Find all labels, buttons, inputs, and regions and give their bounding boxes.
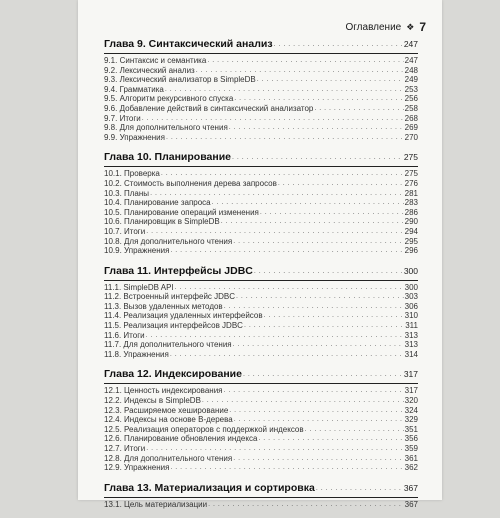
entry-page-number: 317	[404, 386, 418, 396]
dot-leader	[233, 454, 403, 464]
toc-chapter	[104, 368, 418, 472]
dot-leader	[305, 425, 404, 435]
dot-leader	[254, 265, 403, 278]
dot-leader	[260, 208, 404, 218]
table-of-contents	[104, 38, 418, 518]
entry-title: 10.2. Стоимость выполнения дерева запросов	[104, 178, 277, 188]
entry-page-number: 324	[404, 405, 418, 415]
toc-entry	[104, 311, 418, 321]
entry-page-number: 351	[404, 424, 418, 434]
dot-leader	[232, 151, 403, 164]
entry-page-number: 306	[404, 301, 418, 311]
toc-entry	[104, 85, 418, 95]
dot-leader	[233, 237, 403, 247]
toc-entry	[104, 208, 418, 218]
toc-entry	[104, 179, 418, 189]
toc-entry	[104, 133, 418, 143]
toc-entry	[104, 331, 418, 341]
toc-chapter	[104, 38, 418, 142]
entry-title: 12.8. Для дополнительного чтения	[104, 453, 233, 463]
toc-entry	[104, 396, 418, 406]
entry-page-number: 249	[404, 75, 418, 85]
dot-leader	[170, 463, 403, 473]
entry-title: 10.9. Упражнения	[104, 246, 170, 256]
toc-entry	[104, 227, 418, 237]
entry-page-number: 247	[404, 56, 418, 65]
entry-page-number: 294	[404, 226, 418, 236]
entry-title: 12.1. Ценность индексирования	[104, 386, 223, 396]
entry-page-number: 367	[404, 499, 418, 509]
entry-page-number: 248	[404, 65, 418, 75]
entry-title: 11.3. Вызов удаленных методов	[104, 301, 223, 311]
dot-leader	[314, 104, 403, 114]
dot-leader	[243, 368, 403, 381]
dot-leader	[234, 415, 404, 425]
entry-page-number: 362	[404, 463, 418, 473]
dot-leader	[234, 94, 403, 104]
entry-page-number: 361	[404, 453, 418, 463]
toc-entry	[104, 302, 418, 312]
running-head	[345, 20, 426, 34]
entry-title: 12.5. Реализация операторов с поддержкой индексов	[104, 424, 304, 434]
toc-entry	[104, 56, 418, 66]
dot-leader	[146, 331, 404, 341]
entry-title: 11.6. Итоги	[104, 330, 145, 340]
entry-title: 12.9. Упражнения	[104, 463, 170, 473]
dot-leader	[229, 123, 404, 133]
dot-leader	[146, 227, 403, 237]
toc-entry	[104, 454, 418, 464]
entry-page-number: 258	[404, 103, 418, 113]
dot-leader	[233, 340, 404, 350]
chapter-page-number: 275	[403, 152, 418, 163]
dot-leader	[207, 56, 403, 66]
book-page	[78, 0, 442, 509]
entry-title: 11.2. Встроенный интерфейс JDBC	[104, 292, 236, 302]
dot-leader	[142, 114, 404, 124]
chapter-title: Глава 12. Индексирование	[104, 368, 242, 381]
dot-leader	[257, 75, 404, 85]
entry-title: 9.2. Лексический анализ	[104, 65, 195, 75]
chapter-heading	[104, 265, 418, 281]
diamond-ornament-icon: ❖	[406, 21, 415, 32]
toc-entry	[104, 123, 418, 133]
entry-title: 9.3. Лексический анализатор в SimpleDB	[104, 75, 256, 85]
entry-page-number: 283	[404, 198, 418, 208]
toc-entry	[104, 283, 418, 293]
entry-page-number: 268	[404, 113, 418, 123]
entry-page-number: 310	[404, 311, 418, 321]
entry-title: 9.4. Грамматика	[104, 84, 164, 94]
entry-page-number: 295	[404, 236, 418, 246]
entry-page-number: 313	[404, 330, 418, 340]
chapter-title: Глава 9. Синтаксический анализ	[104, 38, 273, 50]
dot-leader	[274, 38, 403, 51]
entry-title: 9.9. Упражнения	[104, 132, 165, 142]
chapter-title: Глава 10. Планирование	[104, 151, 231, 164]
entry-title: 11.8. Упражнения	[104, 349, 169, 359]
entry-title: 10.1. Проверка	[104, 169, 160, 179]
dot-leader	[166, 133, 404, 143]
toc-entry	[104, 246, 418, 256]
entry-page-number: 329	[404, 415, 418, 425]
entry-title: 9.6. Добавление действий в синтаксический анализатор	[104, 103, 314, 113]
toc-entry	[104, 237, 418, 247]
toc-entry	[104, 75, 418, 85]
entry-title: 10.6. Планировщик в SimpleDB	[104, 217, 220, 227]
toc-chapter	[104, 151, 418, 255]
entry-page-number: 253	[404, 84, 418, 94]
entry-title: 9.1. Синтаксис и семантика	[104, 56, 207, 65]
toc-entry	[104, 406, 418, 416]
entry-title: 11.4. Реализация удаленных интерфейсов	[104, 311, 263, 321]
toc-chapter	[104, 265, 418, 360]
chapter-heading	[104, 151, 418, 167]
chapter-page-number: 247	[403, 39, 418, 49]
entry-title: 12.6. Планирование обновления индекса	[104, 434, 258, 444]
toc-entry	[104, 415, 418, 425]
dot-leader	[170, 246, 403, 256]
toc-entry	[104, 114, 418, 124]
entry-page-number: 281	[404, 188, 418, 198]
toc-entry	[104, 444, 418, 454]
page-number: 7	[419, 20, 426, 34]
entry-title: 10.4. Планирование запроса	[104, 198, 211, 208]
toc-entry	[104, 66, 418, 76]
entry-title: 12.4. Индексы на основе B-дерева	[104, 415, 233, 425]
entry-page-number: 313	[404, 340, 418, 350]
toc-entry	[104, 321, 418, 331]
entry-title: 10.7. Итоги	[104, 226, 146, 236]
running-head-label: Оглавление	[345, 21, 402, 33]
toc-entry	[104, 463, 418, 473]
dot-leader	[278, 179, 404, 189]
entry-title: 10.3. Планы	[104, 188, 150, 198]
chapter-heading	[104, 368, 418, 384]
entry-page-number: 359	[404, 444, 418, 453]
entry-page-number: 270	[404, 132, 418, 142]
toc-entry	[104, 434, 418, 444]
entry-title: 10.5. Планирование операций изменения	[104, 207, 259, 217]
dot-leader	[244, 321, 404, 331]
entry-page-number: 296	[404, 246, 418, 256]
entry-page-number: 356	[404, 434, 418, 444]
chapter-page-number: 300	[403, 265, 418, 276]
entry-title: 11.7. Для дополнительного чтения	[104, 340, 232, 350]
toc-entry	[104, 386, 418, 396]
dot-leader	[236, 292, 404, 302]
entry-page-number: 303	[404, 292, 418, 302]
entry-page-number: 275	[404, 169, 418, 179]
entry-title: 9.7. Итоги	[104, 113, 141, 123]
toc-entry	[104, 340, 418, 350]
toc-chapter	[104, 482, 418, 510]
entry-title: 13.1. Цель материализации	[104, 499, 208, 509]
dot-leader	[264, 311, 404, 321]
entry-title: 12.7. Итоги	[104, 444, 146, 453]
toc-entry	[104, 94, 418, 104]
dot-leader	[224, 386, 404, 396]
chapter-heading	[104, 482, 418, 498]
dot-leader	[161, 169, 404, 179]
dot-leader	[212, 198, 404, 208]
entry-page-number: 290	[404, 217, 418, 227]
entry-title: 9.5. Алгоритм рекурсивного спуска	[104, 94, 234, 104]
entry-page-number: 286	[404, 207, 418, 217]
toc-entry	[104, 292, 418, 302]
entry-title: 10.8. Для дополнительного чтения	[104, 236, 233, 246]
chapter-title: Глава 11. Интерфейсы JDBC	[104, 264, 253, 277]
dot-leader	[146, 444, 403, 454]
dot-leader	[170, 350, 404, 360]
entry-page-number: 314	[404, 349, 418, 359]
dot-leader	[229, 406, 403, 416]
chapter-page-number: 317	[403, 369, 418, 380]
entry-title: 11.5. Реализация интерфейсов JDBC	[104, 321, 243, 331]
toc-entry	[104, 425, 418, 435]
dot-leader	[175, 283, 404, 293]
toc-entry	[104, 500, 418, 510]
toc-entry	[104, 198, 418, 208]
chapter-heading	[104, 38, 418, 54]
chapter-page-number: 367	[403, 482, 418, 493]
toc-entry	[104, 104, 418, 114]
toc-entry	[104, 217, 418, 227]
dot-leader	[202, 396, 404, 406]
dot-leader	[221, 217, 404, 227]
toc-entry	[104, 169, 418, 179]
entry-page-number: 276	[404, 178, 418, 188]
dot-leader	[150, 189, 404, 199]
entry-page-number: 311	[405, 321, 418, 331]
entry-title: 9.8. Для дополнительного чтения	[104, 123, 228, 133]
dot-leader	[196, 66, 404, 76]
toc-entry	[104, 350, 418, 360]
dot-leader	[258, 434, 403, 444]
toc-entry	[104, 189, 418, 199]
entry-title: 12.2. Индексы в SimpleDB	[104, 396, 201, 406]
dot-leader	[208, 500, 404, 510]
chapter-title: Глава 13. Материализация и сортировка	[104, 481, 315, 494]
entry-title: 12.3. Расширяемое хеширование	[104, 405, 229, 415]
entry-title: 11.1. SimpleDB API	[104, 282, 174, 292]
entry-page-number: 320	[404, 396, 418, 406]
entry-page-number: 256	[404, 94, 418, 104]
dot-leader	[316, 482, 403, 495]
entry-page-number: 300	[404, 282, 418, 292]
entry-page-number: 269	[404, 123, 418, 133]
dot-leader	[224, 302, 404, 312]
dot-leader	[165, 85, 404, 95]
